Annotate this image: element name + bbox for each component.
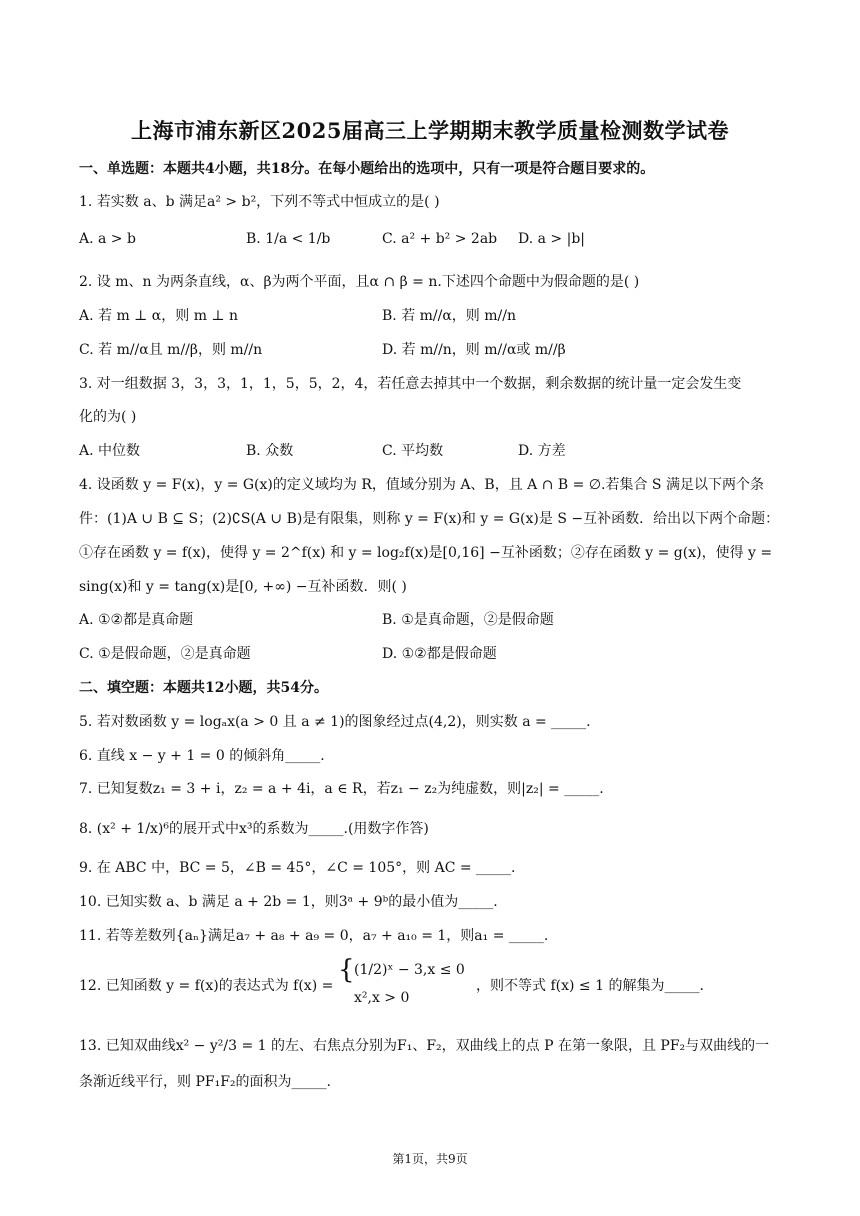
question-11: 11. 若等差数列{aₙ}满足a₇ + a₈ + a₉ = 0，a₇ + a₁₀ = 1，则a₁ = _____. [79, 928, 549, 944]
question-4-stem-line-2: 件：(1)A ∪ B ⊆ S；(2)∁S(A ∪ B)是有限集，则称 y = F(x)和 y = G(x)是 S −互补函数．给出以下两个命题： [79, 511, 780, 527]
question-4-option-d: D. ①②都是假命题 [382, 646, 497, 662]
question-2-option-b: B. 若 m//α，则 m//n [382, 308, 516, 324]
question-12-case-1: (1/2)ˣ − 3,x ≤ 0 [354, 962, 465, 978]
question-4-stem-line-1: 4. 设函数 y = F(x)，y = G(x)的定义域均为 R，值域分别为 A、B，且 A ∩ B = ∅.若集合 S 满足以下两个条 [79, 477, 764, 493]
section-heading-single-choice: 一、单选题：本题共4小题，共18分。在每小题给出的选项中，只有一项是符合题目要求的。 [79, 161, 655, 177]
question-1-option-d: D. a > |b| [518, 231, 585, 247]
question-3-stem-line-1: 3. 对一组数据 3，3，3，1，1，5，5，2，4，若任意去掉其中一个数据，剩余数据的统计量一定会发生变 [79, 376, 742, 392]
question-6: 6. 直线 x − y + 1 = 0 的倾斜角_____. [79, 748, 325, 764]
question-1-option-c: C. a² + b² > 2ab [382, 231, 498, 247]
question-13-line-2: 条渐近线平行，则 PF₁F₂的面积为_____. [79, 1074, 331, 1090]
question-3-stem-line-2: 化的为( ) [79, 409, 137, 425]
question-7: 7. 已知复数z₁ = 3 + i，z₂ = a + 4i，a ∈ R，若z₁ − z₂为纯虚数，则|z₂| = _____. [79, 781, 604, 797]
question-12-tail: ，则不等式 f(x) ≤ 1 的解集为_____. [476, 978, 704, 994]
question-10: 10. 已知实数 a、b 满足 a + 2b = 1，则3ᵃ + 9ᵇ的最小值为_____. [79, 894, 498, 910]
question-8: 8. (x² + 1/x)⁶的展开式中x³的系数为_____.(用数字作答) [79, 821, 429, 837]
question-13-line-1: 13. 已知双曲线x² − y²/3 = 1 的左、右焦点分别为F₁、F₂，双曲线上的点 P 在第一象限，且 PF₂与双曲线的一 [79, 1038, 770, 1054]
page-number: 第1页，共9页 [392, 1152, 468, 1166]
question-3-option-a: A. 中位数 [79, 443, 141, 459]
piecewise-brace: { [338, 955, 355, 985]
question-4-option-a: A. ①②都是真命题 [79, 612, 194, 628]
question-9: 9. 在 ABC 中，BC = 5，∠B = 45°，∠C = 105°，则 AC = _____. [79, 860, 516, 876]
question-1-option-a: A. a > b [79, 231, 136, 247]
question-5: 5. 若对数函数 y = logₐx(a > 0 且 a ≠ 1)的图象经过点(4,2)，则实数 a = _____. [79, 714, 591, 730]
question-3-option-c: C. 平均数 [382, 443, 444, 459]
question-4-stem-line-4: sing(x)和 y = tang(x)是[0, +∞) −互补函数．则( ) [79, 579, 407, 595]
question-3-option-d: D. 方差 [518, 443, 566, 459]
question-12-lead: 12. 已知函数 y = f(x)的表达式为 f(x) = [79, 978, 334, 994]
question-2-option-a: A. 若 m ⊥ α，则 m ⊥ n [79, 308, 239, 324]
question-4-stem-line-3: ①存在函数 y = f(x)，使得 y = 2^f(x) 和 y = log₂f(x)是[0,16] −互补函数；②存在函数 y = g(x)，使得 y = [79, 545, 773, 561]
question-2-option-c: C. 若 m//α且 m//β，则 m//n [79, 342, 263, 358]
question-3-option-b: B. 众数 [246, 443, 294, 459]
question-1-stem: 1. 若实数 a、b 满足a² > b²，下列不等式中恒成立的是( ) [79, 194, 440, 210]
question-2-option-d: D. 若 m//n，则 m//α或 m//β [382, 342, 566, 358]
question-1-option-b: B. 1/a < 1/b [246, 231, 331, 247]
question-4-option-c: C. ①是假命题，②是真命题 [79, 646, 251, 662]
exam-title: 上海市浦东新区2025届高三上学期期末教学质量检测数学试卷 [131, 118, 729, 143]
question-4-option-b: B. ①是真命题，②是假命题 [382, 612, 554, 628]
question-2-stem: 2. 设 m、n 为两条直线，α、β为两个平面，且α ∩ β = n.下述四个命题中为假命题的是( ) [79, 274, 640, 290]
question-12-case-2: x²,x > 0 [354, 990, 410, 1006]
section-heading-fill-in: 二、填空题：本题共12小题，共54分。 [79, 680, 328, 696]
